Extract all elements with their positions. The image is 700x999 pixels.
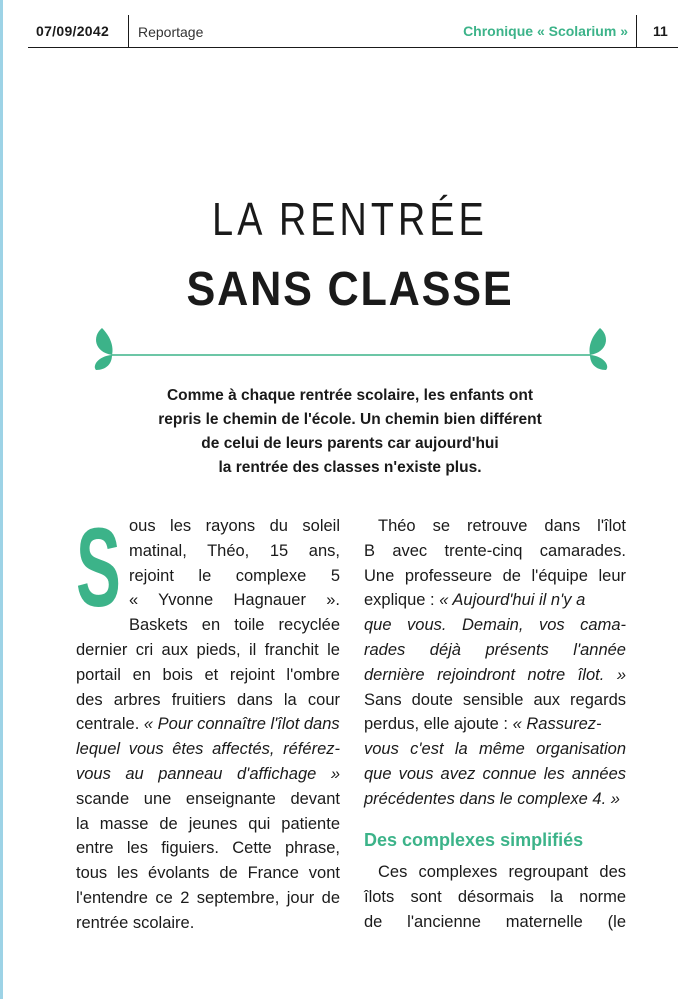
page-edge-stripe [0,0,3,999]
text-line: Baskets en toile recyclée [129,616,340,635]
lead-line: Comme à chaque rentrée scolaire, les enfants ont [166,387,534,404]
text-line: Sans doute sensible aux regards [364,690,626,709]
column-2 [364,514,626,812]
text-line: Une professeure de l'équipe leur [364,566,626,585]
lead-line: de celui de leurs parents car aujourd'hui [201,435,499,452]
text-line: dernière rejoindront notre îlot. » [364,665,626,684]
lead-line: repris le chemin de l'école. Un chemin bien différent [158,411,542,428]
article-title-line1: LA RENTRÉE [212,193,488,245]
lead-line: la rentrée des classes n'existe plus. [218,459,482,476]
text-line [364,588,626,613]
text-fragment: centrale. [76,715,140,734]
header-chronicle: Chronique « Scolarium » [463,23,628,39]
text-line: que vous. Demain, vos cama- [364,616,626,635]
text-line: la masse de jeunes qui patiente [76,814,340,833]
text-line [364,712,626,737]
page-header [28,15,678,48]
column-2-continued [364,860,626,934]
text-line: îlots sont désormais la norme [364,887,626,906]
header-date: 07/09/2042 [36,23,110,39]
article-title-line2: SANS CLASSE [186,263,514,316]
column-1 [76,505,340,936]
text-line: Ces complexes regroupant des [378,863,626,881]
page-number: 11 [653,23,668,39]
header-section: Reportage [138,24,204,40]
text-line: vous c'est la même organisation [364,740,626,759]
text-line: scande une enseignante devant [76,789,340,808]
text-line: matinal, Théo, 15 ans, [129,541,340,560]
text-line: vous au panneau d'affichage » [76,764,340,783]
text-line: l'entendre ce 2 septembre, jour de [76,888,340,907]
leaf-right-icon [589,328,607,370]
leaf-divider [90,322,612,372]
text-line: B avec trente-cinq camarades. [364,541,626,560]
text-line: rejoint le complexe 5 [129,566,340,585]
text-line: de l'ancienne maternelle (le [364,912,626,931]
quote-fragment: « Aujourd'hui il n'y a [439,591,586,610]
text-line: entre les figuiers. Cette phrase, [76,839,340,858]
text-line: lequel vous êtes affectés, référez- [76,740,340,759]
text-line: des arbres fruitiers dans la cour [76,690,340,709]
quote-fragment: « Rassurez- [512,715,602,734]
drop-cap: S [76,505,121,630]
leaf-left-icon [95,328,113,370]
header-divider [636,15,637,47]
text-line: tous les évolants de France vont [76,864,340,883]
text-line: « Yvonne Hagnauer ». [129,591,340,610]
text-line: dernier cri aux pieds, il franchit le [76,640,340,659]
text-line: rades déjà présents l'année [364,640,626,659]
text-line: portail en bois et rejoint l'ombre [76,665,340,684]
quote-fragment: « Pour connaître l'îlot dans [143,715,340,734]
text-line: Théo se retrouve dans l'îlot [378,517,626,535]
text-line: précédentes dans le complexe 4. » [364,789,620,808]
article-lead [110,384,590,480]
text-line [76,712,340,737]
text-line: ous les rayons du soleil [129,517,340,535]
header-divider [128,15,129,47]
text-fragment: perdus, elle ajoute : [364,715,509,734]
text-line: rentrée scolaire. [76,913,195,932]
text-line: que vous avez connue les années [364,764,626,783]
section-subheading: Des complexes simplifiés [364,830,584,850]
text-fragment: explique : [364,591,435,610]
